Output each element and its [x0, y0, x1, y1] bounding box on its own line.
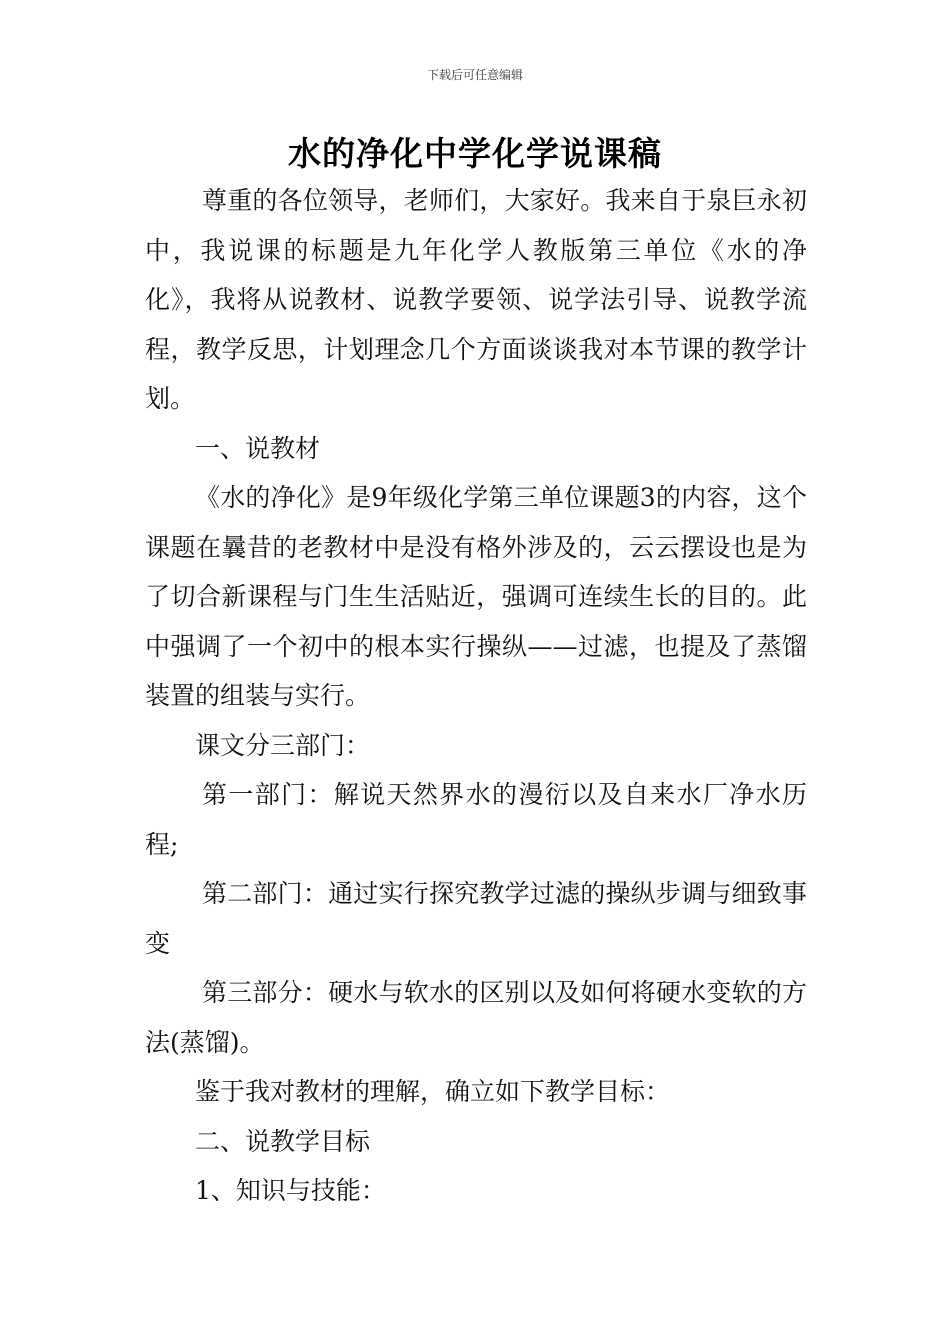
section-heading-goals: 二、说教学目标: [195, 1126, 371, 1156]
section-heading-textbook: 一、说教材: [195, 433, 321, 463]
page-title: 水的净化中学化学说课稿: [288, 134, 662, 173]
paragraph-part-three: 第三部分：硬水与软水的区别以及如何将硬水变软的方法(蒸馏)。: [145, 978, 807, 1057]
subheading-knowledge-skills: 1、知识与技能：: [195, 1176, 386, 1205]
paragraph-textbook: 《水的净化》是9年级化学第三单位课题3的内容，这个课题在曩昔的老教材中是没有格外涉及的，云云摆设也是为了切合新课程与门生生活贴近，强调可连续生长的目的。此中强调了一个初中的根本实行操纵——过滤，也提及了蒸馏装置的组装与实行。: [145, 483, 807, 710]
document-body: [145, 176, 807, 1216]
paragraph-parts-intro: 课文分三部门：: [195, 730, 371, 760]
paragraph-part-two: 第二部门：通过实行探究教学过滤的操纵步调与细致事变: [145, 879, 807, 958]
header-note: 下载后可任意编辑: [426, 68, 523, 82]
paragraph-goals-intro: 鉴于我对教材的理解，确立如下教学目标：: [195, 1077, 671, 1106]
paragraph-intro: 尊重的各位领导，老师们，大家好。我来自于泉巨永初中，我说课的标题是九年化学人教版第三单位《水的净化》，我将从说教材、说教学要领、说学法引导、说教学流程，教学反思，计划理念几个方面谈谈我对本节课的教学计划。: [145, 186, 807, 413]
paragraph-part-one: 第一部门：解说天然界水的漫衍以及自来水厂净水历程;: [145, 780, 807, 859]
